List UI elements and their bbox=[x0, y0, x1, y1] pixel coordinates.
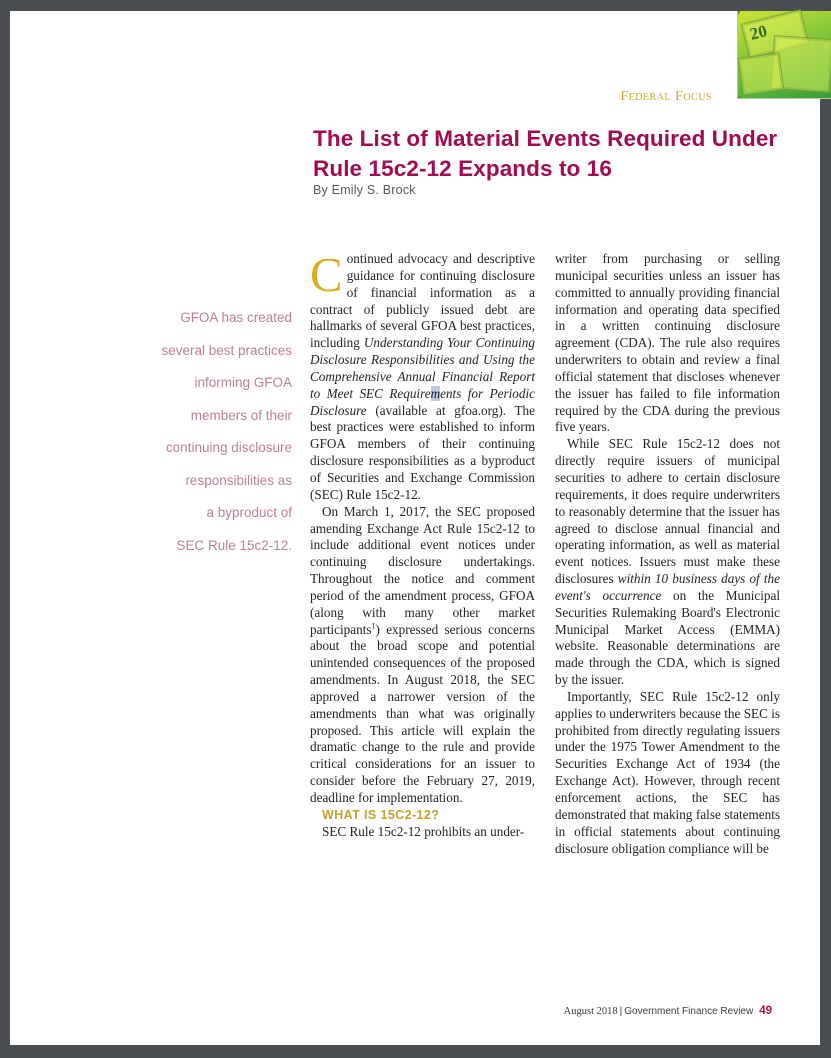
page-title: The List of Material Events Required Under Rule 15c2-12 Expands to 16 bbox=[313, 126, 778, 182]
banknote-denomination: 20 bbox=[747, 21, 769, 44]
pull-quote-line: GFOA has created bbox=[180, 310, 292, 325]
paragraph: writer from purchasing or selling municipal securities unless an issuer has committed to annually providing financial information and operating data specified in a written continuing disclosure agreement (CDA). The rule also requires underwriters to obtain and review a final official statement that discloses whenever the issuer has failed to file information required by the CDA during the previous five years. bbox=[555, 251, 780, 435]
italic-phrase: within 10 business days of the event's occurrence bbox=[555, 571, 781, 603]
page-number: 49 bbox=[759, 1005, 772, 1017]
paragraph-text: ontinued advocacy and descriptive guidance for continuing disclosure of financial information as a contract of publicly issued debt are hallmarks of several GFOA best practices, including bbox=[310, 251, 535, 351]
footer-separator: | bbox=[619, 1006, 623, 1017]
pull-quote-line: continuing disclosure bbox=[165, 440, 292, 455]
italic-title-part: ents for Periodic Disclosure bbox=[310, 385, 535, 418]
paper-sheet bbox=[10, 11, 820, 1045]
section-kicker: Federal Focus bbox=[620, 89, 712, 104]
pull-quote-line: responsibilities as bbox=[185, 472, 292, 488]
banknote-shape bbox=[738, 52, 785, 95]
pull-quote-line: members of their bbox=[190, 407, 292, 423]
currency-bills-photo bbox=[737, 11, 831, 99]
body-column-one bbox=[310, 247, 535, 841]
footer-publication: Government Finance Review bbox=[624, 1006, 754, 1017]
paragraph-text: While SEC Rule 15c2-12 does not directly require issuers of municipal securities to adhere to certain disclosure requirements, it does require underwriters to reasonably determine that the issuer has agreed to disclose annual financial and operating information, as well as material event notices. Issuers must make these disclosures bbox=[555, 436, 780, 587]
pull-quote bbox=[120, 302, 292, 562]
page-footer bbox=[564, 1005, 772, 1017]
pull-quote-line: informing GFOA bbox=[194, 375, 292, 390]
paragraph-text: on the Municipal Securities Rulemaking Board's Electronic Municipal Market Access (EMMA) website. Reasonable determinations are made through the CDA, which is signed by the issuer. bbox=[555, 587, 780, 688]
drop-cap: C bbox=[310, 247, 343, 302]
italic-title-part: Understanding Your Continuing Disclosure Responsibilities and Using the Comprehensive Annual Financial Report to Meet SEC Require bbox=[310, 335, 535, 401]
pull-quote-line: SEC Rule 15c2-12. bbox=[176, 537, 292, 553]
paragraph-text: (available at gfoa.org). The best practices were established to inform GFOA members of their continuing disclosure responsibilities as a byproduct of Securities and Exchange Commission (SEC) Rule 15c2-12. bbox=[310, 402, 535, 502]
byline: By Emily S. Brock bbox=[313, 183, 416, 197]
paragraph bbox=[310, 504, 535, 807]
paragraph bbox=[310, 247, 535, 504]
paragraph: Importantly, SEC Rule 15c2-12 only applies to underwriters because the SEC is prohibited from directly regulating issuers under the 1975 Tower Amendment to the Securities Exchange Act of 1934 (the Exchange Act). However, through recent enforcement actions, the SEC has demonstrated that making false statements in official statements about continuing disclosure obligation compliance will be bbox=[555, 688, 780, 856]
pull-quote-line: several best practices bbox=[161, 342, 292, 358]
paragraph: SEC Rule 15c2-12 prohibits an under- bbox=[322, 823, 525, 839]
paragraph-text: On March 1, 2017, the SEC proposed amending Exchange Act Rule 15c2-12 to include additional event notices under continuing disclosure undertakings. Throughout the notice and comment period of the amendment process, GFOA (along with many other market participants bbox=[310, 503, 535, 637]
selection-highlight: m bbox=[430, 385, 441, 401]
paragraph-text: ) expressed serious concerns about the broad scope and potential unintended consequences of the proposed amendments. In August 2018, the SEC approved a narrower version of the amendments than what was originally proposed. This article will explain the dramatic change to the rule and provide critical considerations for an issuer to consider before the February 27, 2019, deadline for implementation. bbox=[310, 621, 535, 805]
section-heading: WHAT IS 15C2-12? bbox=[322, 807, 440, 822]
paragraph bbox=[555, 436, 780, 689]
body-column-two bbox=[555, 251, 780, 857]
footer-date: August 2018 bbox=[563, 1006, 618, 1017]
pull-quote-line: a byproduct of bbox=[206, 505, 292, 520]
footnote-marker[interactable]: 1 bbox=[371, 621, 376, 631]
